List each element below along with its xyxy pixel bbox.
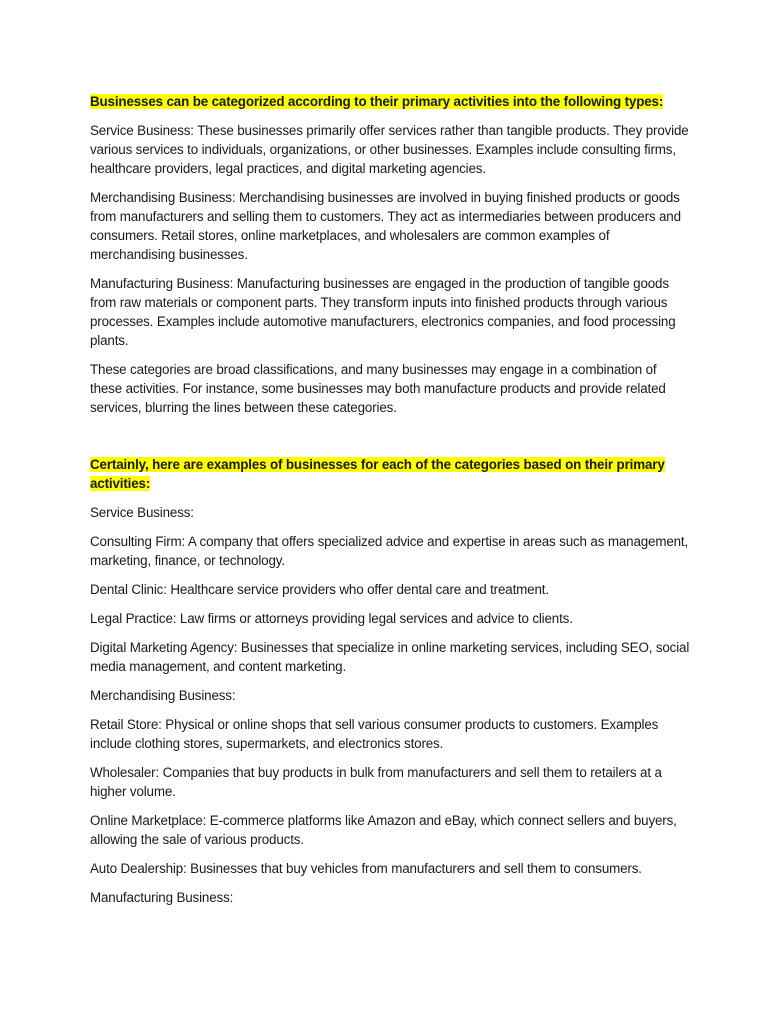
label-merchandising-business: Merchandising Business:	[90, 688, 236, 703]
paragraph-broad-classifications: These categories are broad classifications, and many businesses may engage in a combination of these activities. For instance, some businesses may both manufacture products and provide related services, blurring the lines between these categories.	[90, 362, 666, 415]
example-wholesaler: Wholesaler: Companies that buy products in bulk from manufacturers and sell them to retailers at a higher volume.	[90, 765, 662, 799]
example-online-marketplace: Online Marketplace: E-commerce platforms like Amazon and eBay, which connect sellers and buyers, allowing the sale of various products.	[90, 813, 677, 847]
label-service-business: Service Business:	[90, 505, 194, 520]
section-spacer	[90, 427, 690, 455]
highlighted-heading-text: Businesses can be categorized according to their primary activities into the following types:	[90, 94, 664, 109]
example-auto-dealership: Auto Dealership: Businesses that buy vehicles from manufacturers and sell them to consumers.	[90, 861, 642, 876]
paragraph-manufacturing-business: Manufacturing Business: Manufacturing businesses are engaged in the production of tangible goods from raw materials or component parts. They transform inputs into finished products through various processes. Examples include automotive manufacturers, electronics companies, and food processing plants.	[90, 276, 676, 348]
example-legal-practice: Legal Practice: Law firms or attorneys providing legal services and advice to clients.	[90, 611, 573, 626]
example-retail-store: Retail Store: Physical or online shops that sell various consumer products to customers. Examples include clothing stores, supermarkets, and electronics stores.	[90, 717, 659, 751]
section-heading-examples	[90, 455, 690, 493]
highlighted-heading-text: Certainly, here are examples of businesses for each of the categories based on their primary activities:	[90, 457, 665, 491]
section-heading-categories	[90, 92, 690, 111]
paragraph-service-business: Service Business: These businesses primarily offer services rather than tangible products. They provide various services to individuals, organizations, or other businesses. Examples include consulting firms, healthcare providers, legal practices, and digital marketing agencies.	[90, 123, 689, 176]
example-dental-clinic: Dental Clinic: Healthcare service providers who offer dental care and treatment.	[90, 582, 549, 597]
document-page	[90, 92, 690, 917]
example-digital-marketing-agency: Digital Marketing Agency: Businesses that specialize in online marketing services, including SEO, social media management, and content marketing.	[90, 640, 690, 674]
example-consulting-firm: Consulting Firm: A company that offers specialized advice and expertise in areas such as management, marketing, finance, or technology.	[90, 534, 689, 568]
label-manufacturing-business: Manufacturing Business:	[90, 890, 234, 905]
paragraph-merchandising-business: Merchandising Business: Merchandising businesses are involved in buying finished products or goods from manufacturers and selling them to customers. They act as intermediaries between producers and consumers. Retail stores, online marketplaces, and wholesalers are common examples of merchandising businesses.	[90, 190, 681, 262]
